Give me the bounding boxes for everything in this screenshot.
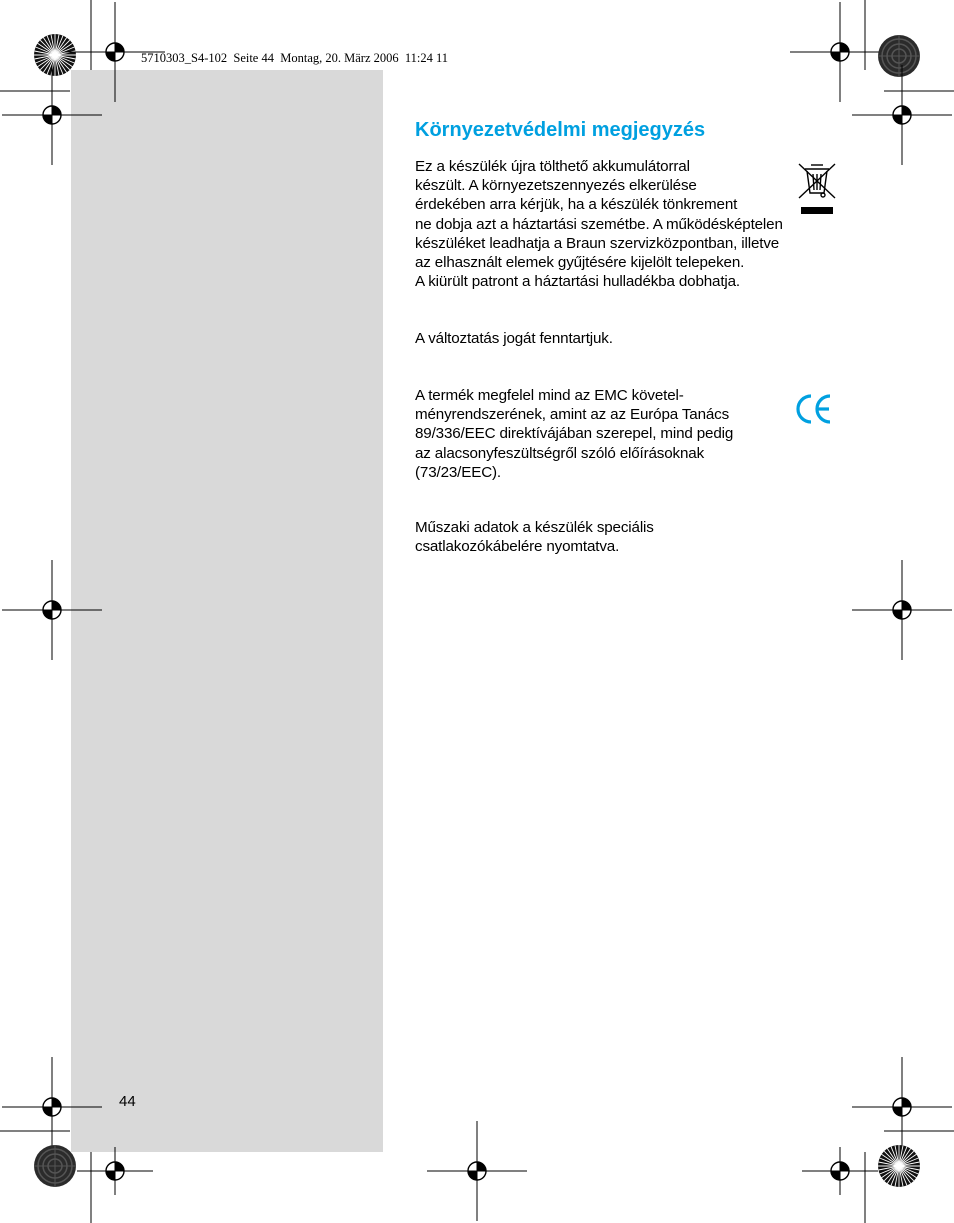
text-line: A kiürült patront a háztartási hulladékba dobhatja.	[415, 273, 741, 291]
text-line: készült. A környezetszennyezés elkerülése	[415, 177, 697, 195]
paragraph-emc	[415, 386, 733, 482]
ce-mark-icon	[794, 392, 834, 426]
paragraph-rights	[415, 329, 613, 348]
text-line: ményrendszerének, amint az az Európa Tanács	[415, 406, 730, 424]
crossed-out-wheelie-bin-icon	[796, 160, 838, 216]
text-line: érdekében arra kérjük, ha a készülék tönkrement	[415, 196, 738, 214]
text-line: csatlakozókábelére nyomtatva.	[415, 538, 620, 556]
text-line: 89/336/EEC direktívájában szerepel, mind pedig	[415, 425, 734, 443]
paragraph-technical-data	[415, 518, 654, 556]
text-line: Műszaki adatok a készülék speciális	[415, 519, 654, 536]
text-line: az alacsonyfeszültségről szóló előírásoknak	[415, 444, 705, 462]
text-line: készüléket leadhatja a Braun szervizközpontban, illetve	[415, 234, 780, 252]
text-line: Ez a készülék újra tölthető akkumulátorral	[415, 158, 690, 175]
text-line: (73/23/EEC).	[415, 463, 501, 481]
print-slug: 5710303_S4-102 Seite 44 Montag, 20. März 2006 11:24 11	[141, 51, 449, 65]
page-title: Környezetvédelmi megjegyzés	[415, 119, 706, 141]
text-line: A változtatás jogát fenntartjuk.	[415, 330, 613, 347]
text-line: ne dobja azt a háztartási szemétbe. A működésképtelen	[415, 215, 783, 233]
text-line: az elhasznált elemek gyűjtésére kijelölt telepeken.	[415, 254, 745, 272]
text-line: A termék megfelel mind az EMC követel-	[415, 387, 684, 404]
paragraph-environment	[415, 157, 783, 291]
page-number: 44	[119, 1093, 136, 1110]
